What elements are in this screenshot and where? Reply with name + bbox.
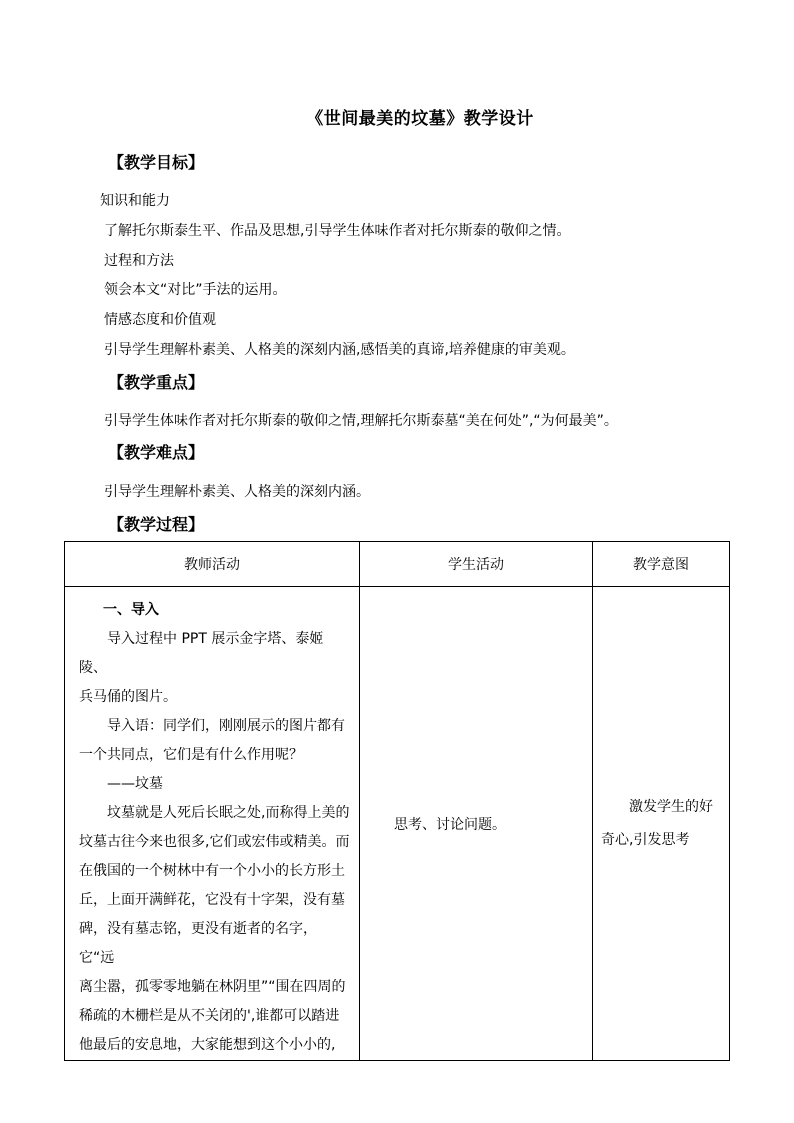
teacher-line: 一个共同点，它们是有什么作用呢？ [79, 747, 303, 763]
teacher-line: ——坟墓 [107, 776, 163, 792]
key-points-heading: 【教学重点】 [108, 373, 205, 392]
teacher-line: 丘，上面开满鲜花，它没有十字架，没有墓 [79, 892, 345, 908]
teacher-line: 在俄国的一个树林中有一个小小的长方形土 [79, 863, 345, 879]
table-row [65, 587, 730, 1061]
objectives-heading: 【教学目标】 [108, 153, 205, 172]
intent-line: 激发学生的好 [629, 798, 713, 815]
section-title: 一、导入 [103, 602, 159, 618]
intent-line: 奇心,引发思考 [601, 831, 690, 848]
objectives-line-6: 引导学生理解朴素美、人格美的深刻内涵,感悟美的真谛,培养健康的审美观。 [104, 342, 575, 358]
difficulties-text: 引导学生理解朴素美、人格美的深刻内涵。 [104, 484, 370, 500]
teacher-line: 坟墓古往今来也很多,它们或宏伟或精美。而 [79, 834, 350, 850]
teacher-activity-cell [65, 587, 360, 1061]
process-heading: 【教学过程】 [108, 515, 205, 534]
teaching-process-table [64, 541, 730, 1061]
teacher-line: 兵马俑的图片。 [79, 689, 177, 705]
table-header-row [65, 542, 730, 587]
student-activity-cell: 思考、讨论问题。 [360, 587, 593, 1061]
difficulties-heading: 【教学难点】 [108, 443, 205, 462]
teacher-line: 导入语：同学们，刚刚展示的图片都有 [107, 718, 345, 734]
objectives-line-2: 了解托尔斯泰生平、作品及思想,引导学生体味作者对托尔斯泰的敬仰之情。 [104, 223, 571, 239]
objectives-line-4: 领会本文“对比”手法的运用。 [104, 282, 287, 298]
teacher-line: 稀疏的木栅栏是从不关闭的',谁都可以踏进 [79, 1008, 340, 1024]
objectives-line-5: 情感态度和价值观 [104, 312, 216, 328]
teacher-line: 碑，没有墓志铭，更没有逝者的名字，它“远 [79, 921, 317, 966]
header-teaching-intent: 教学意图 [593, 542, 730, 587]
header-student-activity: 学生活动 [360, 542, 593, 587]
teaching-intent-cell [593, 587, 730, 1061]
page-title: 《世间最美的坟墓》教学设计 [306, 109, 534, 129]
teacher-line: 离尘嚣，孤零零地躺在林阴里”“围在四周的 [79, 979, 346, 995]
teacher-line: 导入过程中 PPT 展示金字塔、泰姬陵、 [79, 631, 324, 676]
teacher-line: 他最后的安息地，大家能想到这个小小的, [79, 1037, 336, 1053]
header-teacher-activity: 教师活动 [65, 542, 360, 587]
teacher-line: 坟墓就是人死后长眠之处,而称得上美的 [107, 805, 350, 821]
objectives-line-3: 过程和方法 [104, 253, 174, 269]
objectives-line-1: 知识和能力 [100, 193, 170, 209]
key-points-text: 引导学生体味作者对托尔斯泰的敬仰之情,理解托尔斯泰墓“美在何处”,“为何最美”。 [104, 413, 618, 429]
